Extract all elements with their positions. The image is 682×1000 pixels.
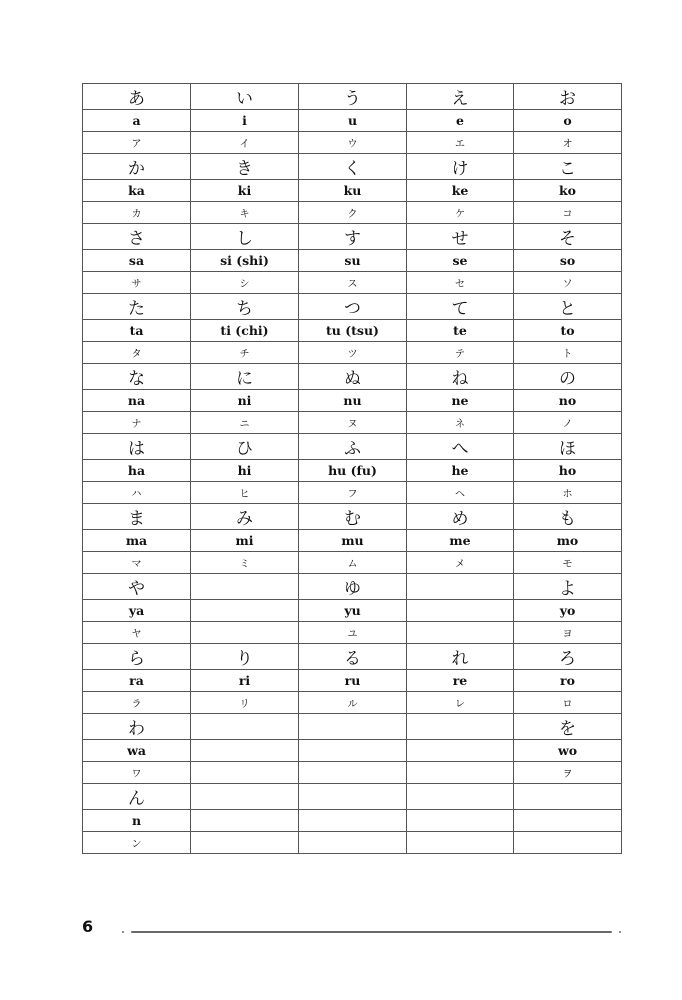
romaji-cell: wa (83, 740, 191, 762)
hiragana-cell (191, 714, 299, 740)
romaji-cell (191, 600, 299, 622)
hiragana-cell: こ (514, 154, 622, 180)
hiragana-cell: せ (407, 224, 514, 250)
romaji-cell: ho (514, 460, 622, 482)
katakana-cell: ネ (407, 412, 514, 434)
katakana-cell: ノ (514, 412, 622, 434)
katakana-cell: ヌ (299, 412, 407, 434)
romaji-cell: ki (191, 180, 299, 202)
katakana-cell: ル (299, 692, 407, 714)
romaji-cell: he (407, 460, 514, 482)
romaji-cell: si (shi) (191, 250, 299, 272)
footer-rule-line (131, 931, 612, 933)
romaji-row (83, 390, 622, 412)
hiragana-row (83, 84, 622, 110)
hiragana-row (83, 294, 622, 320)
hiragana-cell: き (191, 154, 299, 180)
hiragana-cell (407, 714, 514, 740)
romaji-cell: i (191, 110, 299, 132)
katakana-row (83, 692, 622, 714)
romaji-cell: hu (fu) (299, 460, 407, 482)
romaji-row (83, 460, 622, 482)
hiragana-cell: ん (83, 784, 191, 810)
romaji-row (83, 110, 622, 132)
katakana-row (83, 202, 622, 224)
katakana-row (83, 832, 622, 854)
romaji-cell: ru (299, 670, 407, 692)
katakana-cell: ク (299, 202, 407, 224)
romaji-cell (407, 600, 514, 622)
hiragana-row (83, 434, 622, 460)
hiragana-cell: え (407, 84, 514, 110)
romaji-cell: no (514, 390, 622, 412)
katakana-cell (299, 762, 407, 784)
romaji-cell: re (407, 670, 514, 692)
romaji-cell: yu (299, 600, 407, 622)
romaji-row (83, 320, 622, 342)
romaji-cell (514, 810, 622, 832)
hiragana-cell: つ (299, 294, 407, 320)
romaji-cell: ro (514, 670, 622, 692)
romaji-cell: ko (514, 180, 622, 202)
katakana-cell: カ (83, 202, 191, 224)
katakana-cell: キ (191, 202, 299, 224)
romaji-row (83, 810, 622, 832)
katakana-cell: ソ (514, 272, 622, 294)
hiragana-cell (299, 784, 407, 810)
hiragana-cell: れ (407, 644, 514, 670)
romaji-cell: mi (191, 530, 299, 552)
katakana-cell: ス (299, 272, 407, 294)
katakana-cell: マ (83, 552, 191, 574)
hiragana-cell: し (191, 224, 299, 250)
hiragana-row (83, 644, 622, 670)
hiragana-cell (299, 714, 407, 740)
katakana-cell: ト (514, 342, 622, 364)
katakana-cell: モ (514, 552, 622, 574)
hiragana-row (83, 364, 622, 390)
hiragana-cell: を (514, 714, 622, 740)
hiragana-cell: め (407, 504, 514, 530)
romaji-cell: ka (83, 180, 191, 202)
hiragana-cell (407, 574, 514, 600)
katakana-cell: ケ (407, 202, 514, 224)
hiragana-cell: い (191, 84, 299, 110)
katakana-cell: ヲ (514, 762, 622, 784)
hiragana-cell: く (299, 154, 407, 180)
romaji-cell: me (407, 530, 514, 552)
romaji-cell: ri (191, 670, 299, 692)
hiragana-row (83, 154, 622, 180)
hiragana-cell: わ (83, 714, 191, 740)
romaji-cell (407, 810, 514, 832)
romaji-cell: nu (299, 390, 407, 412)
romaji-cell (299, 740, 407, 762)
romaji-cell: u (299, 110, 407, 132)
hiragana-cell: あ (83, 84, 191, 110)
romaji-cell: o (514, 110, 622, 132)
katakana-cell: テ (407, 342, 514, 364)
romaji-cell: wo (514, 740, 622, 762)
footer-rule (122, 929, 621, 935)
romaji-cell (407, 740, 514, 762)
katakana-cell (191, 832, 299, 854)
katakana-cell: ン (83, 832, 191, 854)
katakana-cell (407, 762, 514, 784)
hiragana-cell: さ (83, 224, 191, 250)
katakana-cell: オ (514, 132, 622, 154)
romaji-cell: ra (83, 670, 191, 692)
katakana-cell: サ (83, 272, 191, 294)
hiragana-cell: て (407, 294, 514, 320)
katakana-row (83, 622, 622, 644)
hiragana-row (83, 784, 622, 810)
kana-table-body (83, 84, 622, 854)
hiragana-cell: や (83, 574, 191, 600)
hiragana-cell: か (83, 154, 191, 180)
romaji-cell: hi (191, 460, 299, 482)
katakana-row (83, 272, 622, 294)
hiragana-cell: ち (191, 294, 299, 320)
romaji-row (83, 250, 622, 272)
katakana-cell: ヘ (407, 482, 514, 504)
katakana-cell: チ (191, 342, 299, 364)
katakana-cell: ロ (514, 692, 622, 714)
katakana-row (83, 762, 622, 784)
katakana-cell: ホ (514, 482, 622, 504)
romaji-cell: mo (514, 530, 622, 552)
hiragana-cell: り (191, 644, 299, 670)
katakana-cell: ウ (299, 132, 407, 154)
hiragana-cell: ま (83, 504, 191, 530)
katakana-cell: ム (299, 552, 407, 574)
katakana-cell: ヨ (514, 622, 622, 644)
katakana-cell: リ (191, 692, 299, 714)
katakana-cell: メ (407, 552, 514, 574)
hiragana-cell: る (299, 644, 407, 670)
hiragana-cell (191, 784, 299, 810)
romaji-cell: ne (407, 390, 514, 412)
footer-rule-dot-right (619, 931, 621, 933)
katakana-cell: ワ (83, 762, 191, 784)
hiragana-cell: ぬ (299, 364, 407, 390)
romaji-cell (191, 740, 299, 762)
hiragana-row (83, 504, 622, 530)
romaji-cell: te (407, 320, 514, 342)
romaji-cell (191, 810, 299, 832)
hiragana-cell (191, 574, 299, 600)
hiragana-row (83, 224, 622, 250)
katakana-cell: レ (407, 692, 514, 714)
katakana-cell: ツ (299, 342, 407, 364)
hiragana-cell: ひ (191, 434, 299, 460)
hiragana-cell: は (83, 434, 191, 460)
hiragana-cell: ゆ (299, 574, 407, 600)
kana-table (82, 83, 622, 854)
hiragana-cell (407, 784, 514, 810)
katakana-cell (299, 832, 407, 854)
hiragana-cell: と (514, 294, 622, 320)
romaji-row (83, 530, 622, 552)
hiragana-cell: ふ (299, 434, 407, 460)
katakana-cell: ユ (299, 622, 407, 644)
katakana-cell: コ (514, 202, 622, 224)
romaji-cell: na (83, 390, 191, 412)
katakana-cell: シ (191, 272, 299, 294)
romaji-row (83, 600, 622, 622)
hiragana-cell: ろ (514, 644, 622, 670)
katakana-cell (407, 832, 514, 854)
katakana-cell (191, 762, 299, 784)
hiragana-cell: け (407, 154, 514, 180)
hiragana-cell: み (191, 504, 299, 530)
hiragana-cell: も (514, 504, 622, 530)
romaji-cell (299, 810, 407, 832)
page-number: 6 (82, 917, 94, 936)
katakana-cell: エ (407, 132, 514, 154)
romaji-cell: ku (299, 180, 407, 202)
hiragana-cell: ね (407, 364, 514, 390)
romaji-cell: tu (tsu) (299, 320, 407, 342)
katakana-cell: ヒ (191, 482, 299, 504)
katakana-cell (407, 622, 514, 644)
hiragana-row (83, 714, 622, 740)
hiragana-cell: う (299, 84, 407, 110)
hiragana-cell (514, 784, 622, 810)
katakana-cell: ミ (191, 552, 299, 574)
hiragana-cell: へ (407, 434, 514, 460)
katakana-cell: ハ (83, 482, 191, 504)
romaji-cell: e (407, 110, 514, 132)
romaji-row (83, 670, 622, 692)
romaji-cell: to (514, 320, 622, 342)
romaji-cell: ke (407, 180, 514, 202)
romaji-cell: ni (191, 390, 299, 412)
romaji-cell: se (407, 250, 514, 272)
katakana-cell: フ (299, 482, 407, 504)
romaji-cell: su (299, 250, 407, 272)
katakana-cell: ヤ (83, 622, 191, 644)
hiragana-cell: よ (514, 574, 622, 600)
hiragana-cell: た (83, 294, 191, 320)
katakana-cell: ナ (83, 412, 191, 434)
romaji-cell: mu (299, 530, 407, 552)
romaji-row (83, 180, 622, 202)
katakana-cell: タ (83, 342, 191, 364)
romaji-cell: sa (83, 250, 191, 272)
katakana-cell: ニ (191, 412, 299, 434)
katakana-row (83, 552, 622, 574)
romaji-cell: yo (514, 600, 622, 622)
hiragana-cell: な (83, 364, 191, 390)
romaji-cell: so (514, 250, 622, 272)
hiragana-cell: お (514, 84, 622, 110)
hiragana-cell: に (191, 364, 299, 390)
romaji-cell: ti (chi) (191, 320, 299, 342)
katakana-row (83, 342, 622, 364)
romaji-cell: ta (83, 320, 191, 342)
hiragana-cell: そ (514, 224, 622, 250)
hiragana-row (83, 574, 622, 600)
katakana-cell: セ (407, 272, 514, 294)
hiragana-cell: む (299, 504, 407, 530)
katakana-cell: ラ (83, 692, 191, 714)
katakana-row (83, 132, 622, 154)
katakana-cell: イ (191, 132, 299, 154)
katakana-cell (191, 622, 299, 644)
katakana-row (83, 412, 622, 434)
hiragana-cell: ほ (514, 434, 622, 460)
romaji-cell: ya (83, 600, 191, 622)
hiragana-cell: ら (83, 644, 191, 670)
hiragana-cell: の (514, 364, 622, 390)
romaji-cell: n (83, 810, 191, 832)
hiragana-cell: す (299, 224, 407, 250)
katakana-row (83, 482, 622, 504)
romaji-cell: a (83, 110, 191, 132)
katakana-cell (514, 832, 622, 854)
romaji-cell: ha (83, 460, 191, 482)
footer-rule-dot-left (122, 931, 124, 933)
katakana-cell: ア (83, 132, 191, 154)
romaji-cell: ma (83, 530, 191, 552)
romaji-row (83, 740, 622, 762)
